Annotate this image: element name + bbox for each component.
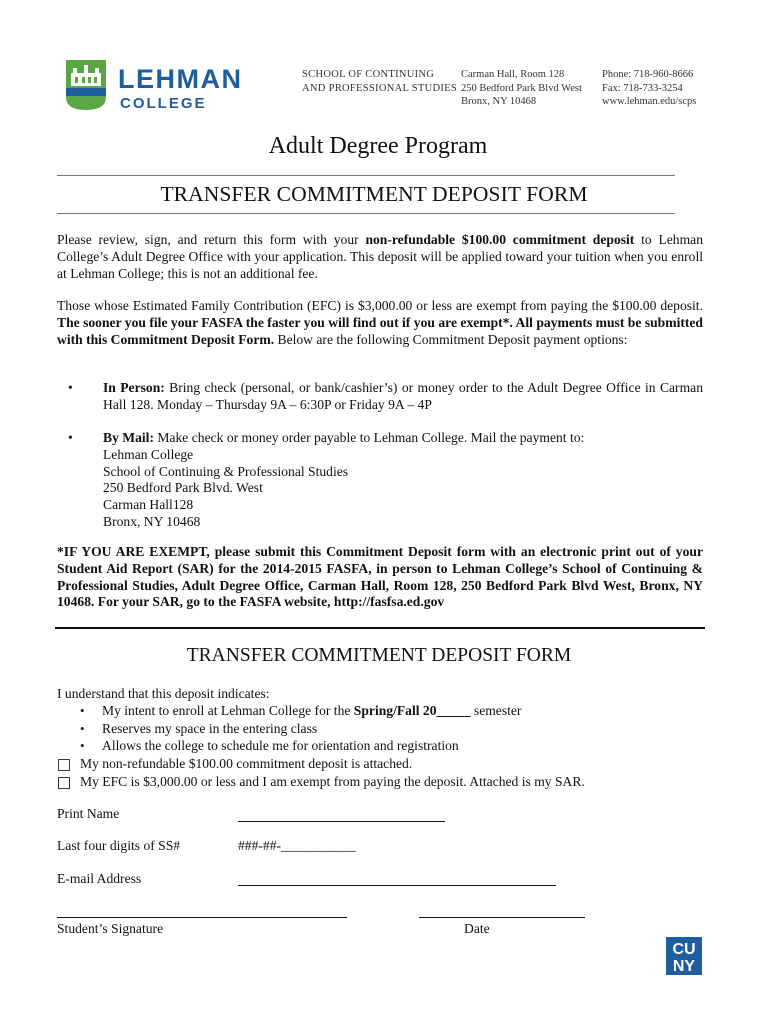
school-line-2: AND PROFESSIONAL STUDIES <box>302 82 457 94</box>
section-divider <box>55 627 705 629</box>
bullet-icon: • <box>80 738 85 753</box>
intent-text-2: semester <box>470 703 522 718</box>
lehman-shield-logo-icon <box>66 60 106 110</box>
deposit-attached-checkbox[interactable] <box>58 759 70 771</box>
efc-text-1: Those whose Estimated Family Contribution (EFC) is $3,000.00 or less are exempt from paying the $100.00 deposit. <box>57 298 703 313</box>
orientation-item: Allows the college to schedule me for orientation and registration <box>102 738 459 753</box>
bullet-icon: • <box>68 380 73 395</box>
by-mail-option <box>103 430 703 531</box>
efc-emphasis: The sooner you file your FASFA the faster you will find out if you are exempt*. All payments must be submitted with this Commitment Deposit Form. <box>57 314 703 347</box>
intro-deposit-emphasis: non-refundable $100.00 commitment deposit <box>365 232 635 247</box>
in-person-option <box>103 380 703 414</box>
by-mail-label: By Mail: <box>103 430 154 445</box>
letterhead-school <box>302 68 457 95</box>
program-title: Adult Degree Program <box>268 133 488 159</box>
bullet-icon: • <box>80 703 85 718</box>
intent-item <box>102 703 521 719</box>
form-title: TRANSFER COMMITMENT DEPOSIT FORM <box>160 182 588 206</box>
mail-address-line: 250 Bedford Park Blvd. West <box>103 480 263 496</box>
intent-text-1: My intent to enroll at Lehman College for the <box>102 703 354 718</box>
address-line-2: 250 Bedford Park Blvd West <box>461 82 582 94</box>
intro-text-1: Please review, sign, and return this form with your <box>57 232 366 247</box>
mail-address-line: School of Continuing & Professional Studies <box>103 463 349 479</box>
svg-text:NY: NY <box>672 958 696 975</box>
by-mail-heading <box>103 430 703 447</box>
address-line-1: Carman Hall, Room 128 <box>461 69 565 80</box>
divider-top <box>57 175 675 176</box>
in-person-text: Bring check (personal, or bank/cashier’s) or money order to the Adult Degree Office in Carman Hall 128. Monday – Thursday 9A – 6:30P or Friday 9A – 4P <box>103 380 703 412</box>
bullet-icon: • <box>80 721 85 736</box>
efc-text-2: Below are the following Commitment Deposit payment options: <box>274 331 628 347</box>
reserve-space-item: Reserves my space in the entering class <box>102 721 318 736</box>
mail-address-line: Bronx, NY 10468 <box>103 513 201 529</box>
exempt-note: *IF YOU ARE EXEMPT, please submit this Commitment Deposit form with an electronic print out of your Student Aid Report (SAR) for the 2014-2015 FASFA, in person to Lehman College’s School of Continuing & Professional Studies, Adult Degree Office, Carman Hall, Room 128, 250 Bedford Park Blvd West, Bronx, NY 10468. For your SAR, go to the FASFA website, http://fasfsa.ed.gov <box>57 544 703 610</box>
efc-exempt-checkbox[interactable] <box>58 777 70 789</box>
school-line-1: SCHOOL OF CONTINUING <box>302 69 435 80</box>
logo-subtitle: COLLEGE <box>120 95 207 112</box>
mail-address-line: Lehman College <box>103 446 194 462</box>
efc-exempt-label: My EFC is $3,000.00 or less and I am exempt from paying the deposit. Attached is my SAR. <box>80 774 585 789</box>
divider-under-title <box>57 213 675 214</box>
ssn-field[interactable]: ###-##-___________ <box>238 838 356 853</box>
date-label: Date <box>464 921 490 936</box>
signature-label: Student’s Signature <box>57 921 164 936</box>
semester-blank[interactable]: Spring/Fall 20_____ <box>353 703 471 718</box>
svg-text:CU: CU <box>672 941 696 958</box>
cuny-logo-icon <box>666 937 702 975</box>
letterhead-contact <box>602 68 696 109</box>
ssn-label: Last four digits of SS# <box>57 838 181 853</box>
mail-address-line: Carman Hall128 <box>103 497 194 513</box>
section-title: TRANSFER COMMITMENT DEPOSIT FORM <box>186 645 572 666</box>
logo-wordmark: LEHMAN <box>118 64 243 94</box>
in-person-label: In Person: <box>103 380 165 395</box>
signature-field[interactable] <box>57 917 347 918</box>
phone-line: Phone: 718-960-8666 <box>602 69 694 80</box>
understand-statement: I understand that this deposit indicates: <box>57 686 270 701</box>
email-field[interactable] <box>238 885 556 886</box>
letterhead-address <box>461 68 582 109</box>
print-name-field[interactable] <box>238 821 445 822</box>
date-field[interactable] <box>419 917 585 918</box>
by-mail-text: Make check or money order payable to Lehman College. Mail the payment to: <box>153 430 585 445</box>
address-line-3: Bronx, NY 10468 <box>461 96 537 107</box>
intro-paragraph <box>57 232 703 282</box>
email-label: E-mail Address <box>57 871 142 886</box>
fax-line: Fax: 718-733-3254 <box>602 82 683 94</box>
efc-paragraph <box>57 298 703 348</box>
print-name-label: Print Name <box>57 806 120 821</box>
deposit-attached-label: My non-refundable $100.00 commitment deposit is attached. <box>80 756 413 771</box>
bullet-icon: • <box>68 430 73 445</box>
intro-text-2: to Lehman College’s Adult Degree Office with your application. This deposit will be applied toward your tuition when you enroll at Lehman College; this is not an additional fee. <box>57 232 703 281</box>
website-link[interactable]: www.lehman.edu/scps <box>602 96 697 107</box>
